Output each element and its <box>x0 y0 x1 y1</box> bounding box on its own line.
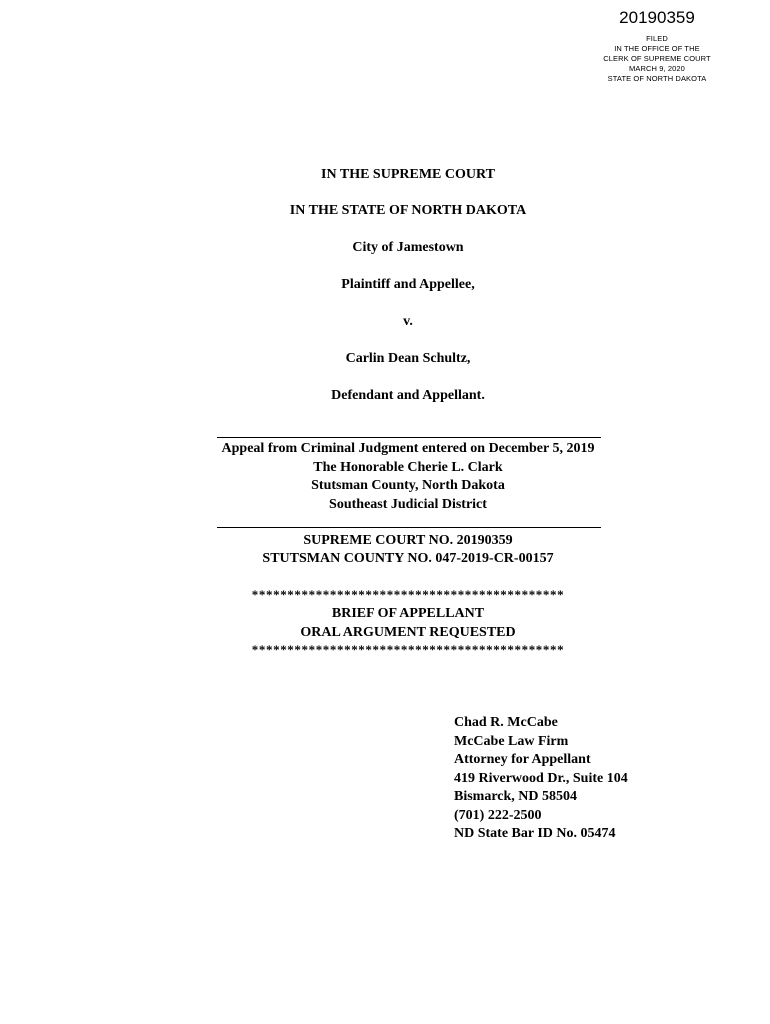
attorney-bar-id: ND State Bar ID No. 05474 <box>454 826 616 841</box>
versus: v. <box>403 314 413 329</box>
star-divider-top: ******************************************** <box>251 587 565 602</box>
address-suffix: Dr., <box>547 770 570 786</box>
district-line: Southeast Judicial District <box>329 497 487 512</box>
law-firm: McCabe Law Firm <box>454 733 569 749</box>
divider-top <box>217 437 601 438</box>
stamp-line-state: STATE OF NORTH DAKOTA <box>607 74 707 83</box>
county-line: Stutsman County, North Dakota <box>311 478 505 493</box>
stamp-line-filed: FILED <box>646 34 668 43</box>
county-case-number: STUTSMAN COUNTY NO. 047-2019-CR-00157 <box>262 551 554 566</box>
stamp-line-clerk: CLERK OF SUPREME COURT <box>603 54 711 63</box>
state-heading: IN THE STATE OF NORTH DAKOTA <box>289 203 527 218</box>
court-heading: IN THE SUPREME COURT <box>321 167 495 182</box>
attorney-block <box>454 714 684 844</box>
attorney-role: Attorney for Appellant <box>454 752 591 767</box>
brief-title: BRIEF OF APPELLANT <box>331 606 485 621</box>
attorney-street-address <box>454 770 680 789</box>
oral-argument-line: ORAL ARGUMENT REQUESTED <box>300 625 516 640</box>
address-number: 419 <box>454 770 475 786</box>
stamp-line-date: MARCH 9, 2020 <box>629 64 685 73</box>
supreme-court-number: SUPREME COURT NO. 20190359 <box>303 533 513 548</box>
defendant-role: Defendant and Appellant. <box>331 388 485 403</box>
attorney-city: Bismarck, ND 58504 <box>454 789 578 804</box>
address-suite-label: Suite <box>572 770 604 786</box>
docket-number: 20190359 <box>619 8 695 27</box>
address-street: Riverwood <box>478 770 544 786</box>
stamp-line-office: IN THE OFFICE OF THE <box>614 44 700 53</box>
attorney-name: Chad R. McCabe <box>454 715 558 730</box>
star-divider-bottom: ******************************************** <box>251 642 565 657</box>
plaintiff-name: City of Jamestown <box>352 240 464 255</box>
divider-bottom <box>217 527 601 528</box>
defendant-name: Carlin Dean Schultz, <box>345 351 471 366</box>
filing-stamp <box>590 8 724 84</box>
plaintiff-role: Plaintiff and Appellee, <box>341 277 475 292</box>
attorney-phone: (701) 222-2500 <box>454 807 542 823</box>
judge-line: The Honorable Cherie L. Clark <box>313 460 503 475</box>
address-suite-number: 104 <box>606 770 628 786</box>
appeal-line: Appeal from Criminal Judgment entered on December 5, 2019 <box>221 441 595 456</box>
